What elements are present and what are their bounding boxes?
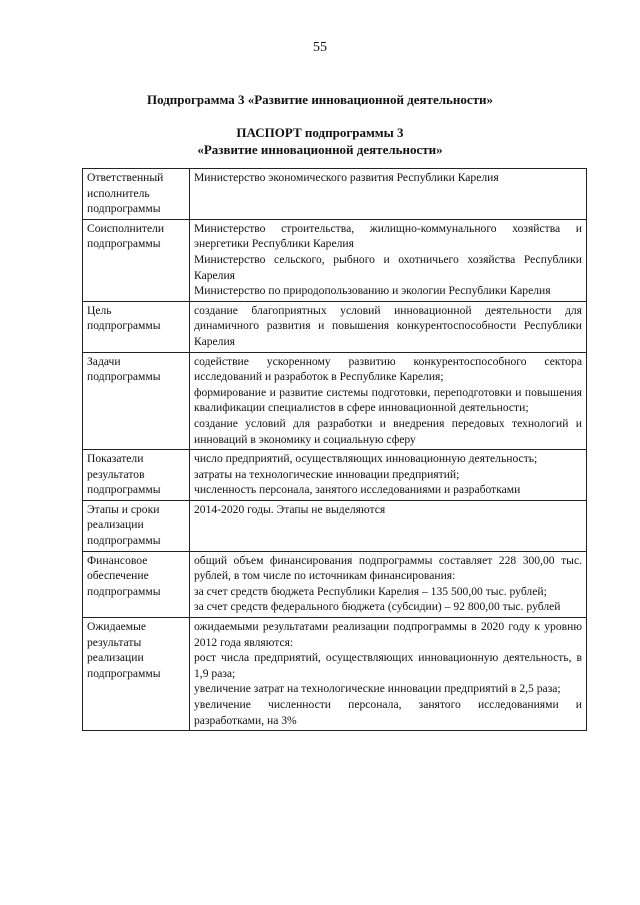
row-label: Ответственный исполнитель подпрограммы [83, 169, 190, 220]
row-label: Этапы и сроки реализации подпрограммы [83, 500, 190, 551]
row-paragraph: численность персонала, занятого исследованиями и разработками [194, 483, 521, 497]
row-label: Задачи подпрограммы [83, 352, 190, 450]
row-value [190, 301, 587, 352]
row-paragraph: создание благоприятных условий инновационной деятельности для динамичного развития и повышения конкурентоспособности Республики Карелия [194, 303, 582, 348]
row-value [190, 500, 587, 551]
row-paragraph: за счет средств федерального бюджета (субсидии) – 92 800,00 тыс. рублей [194, 600, 561, 614]
row-label: Финансовое обеспечение подпрограммы [83, 551, 190, 617]
table-row-tasks [83, 352, 587, 450]
passport-heading-line1: ПАСПОРТ подпрограммы 3 [236, 125, 404, 140]
subprogram-title: Подпрограмма 3 «Развитие инновационной деятельности» [146, 92, 494, 107]
table-row-co-executors [83, 219, 587, 301]
page-number: 55 [313, 40, 327, 55]
row-paragraph: Министерство экономического развития Республики Карелия [194, 171, 499, 184]
row-label: Ожидаемые результаты реализации подпрограммы [83, 618, 190, 731]
row-value [190, 352, 587, 450]
row-paragraph: 2014-2020 годы. Этапы не выделяются [194, 502, 386, 516]
row-paragraph: увеличение затрат на технологические инновации предприятий в 2,5 раза; [194, 682, 561, 696]
row-value [190, 169, 587, 220]
row-value [190, 219, 587, 301]
row-paragraph: ожидаемыми результатами реализации подпрограммы в 2020 году к уровню 2012 года являются: [194, 620, 582, 649]
row-label: Соисполнители подпрограммы [83, 219, 190, 301]
row-paragraph: общий объем финансирования подпрограммы составляет 228 300,00 тыс. рублей, в том числе по источникам финансирования: [194, 553, 582, 583]
row-value [190, 551, 587, 617]
row-paragraph: число предприятий, осуществляющих инновационную деятельность; [194, 452, 538, 466]
table-row-expected-results [83, 618, 587, 731]
row-paragraph: за счет средств бюджета Республики Карелия – 135 500,00 тыс. рублей; [194, 584, 547, 598]
row-paragraph: затраты на технологические инновации предприятий; [194, 467, 460, 481]
row-paragraph: рост числа предприятий, осуществляющих инновационную деятельность, в 1,9 раза; [194, 651, 582, 680]
row-paragraph: увеличение численности персонала, занятого исследованиями и разработками, на 3% [194, 698, 582, 727]
passport-table [82, 168, 587, 731]
row-paragraph: Министерство строительства, жилищно-коммунального хозяйства и энергетики Республики Карелия [194, 221, 582, 251]
row-label: Цель подпрограммы [83, 301, 190, 352]
table-row-goal [83, 301, 587, 352]
table-row-financing [83, 551, 587, 617]
row-paragraph: Министерство по природопользованию и экологии Республики Карелия [194, 284, 551, 298]
table-row-indicators [83, 450, 587, 501]
row-value [190, 618, 587, 731]
table-row-stages [83, 500, 587, 551]
row-paragraph: создание условий для разработки и внедрения передовых технологий и инноваций в экономику и социальную сферу [194, 416, 582, 446]
passport-heading-line2: «Развитие инновационной деятельности» [197, 142, 443, 157]
row-paragraph: Министерство сельского, рыбного и охотничьего хозяйства Республики Карелия [194, 252, 582, 282]
row-paragraph: содействие ускоренному развитию конкурентоспособного сектора исследований и разработок в Республике Карелия; [194, 354, 582, 384]
row-label: Показатели результатов подпрограммы [83, 450, 190, 501]
row-paragraph: формирование и развитие системы подготовки, переподготовки и повышения квалификации специалистов в сфере инновационной деятельности; [194, 385, 582, 415]
table-row-responsible [83, 169, 587, 220]
passport-heading [0, 124, 640, 158]
row-value [190, 450, 587, 501]
